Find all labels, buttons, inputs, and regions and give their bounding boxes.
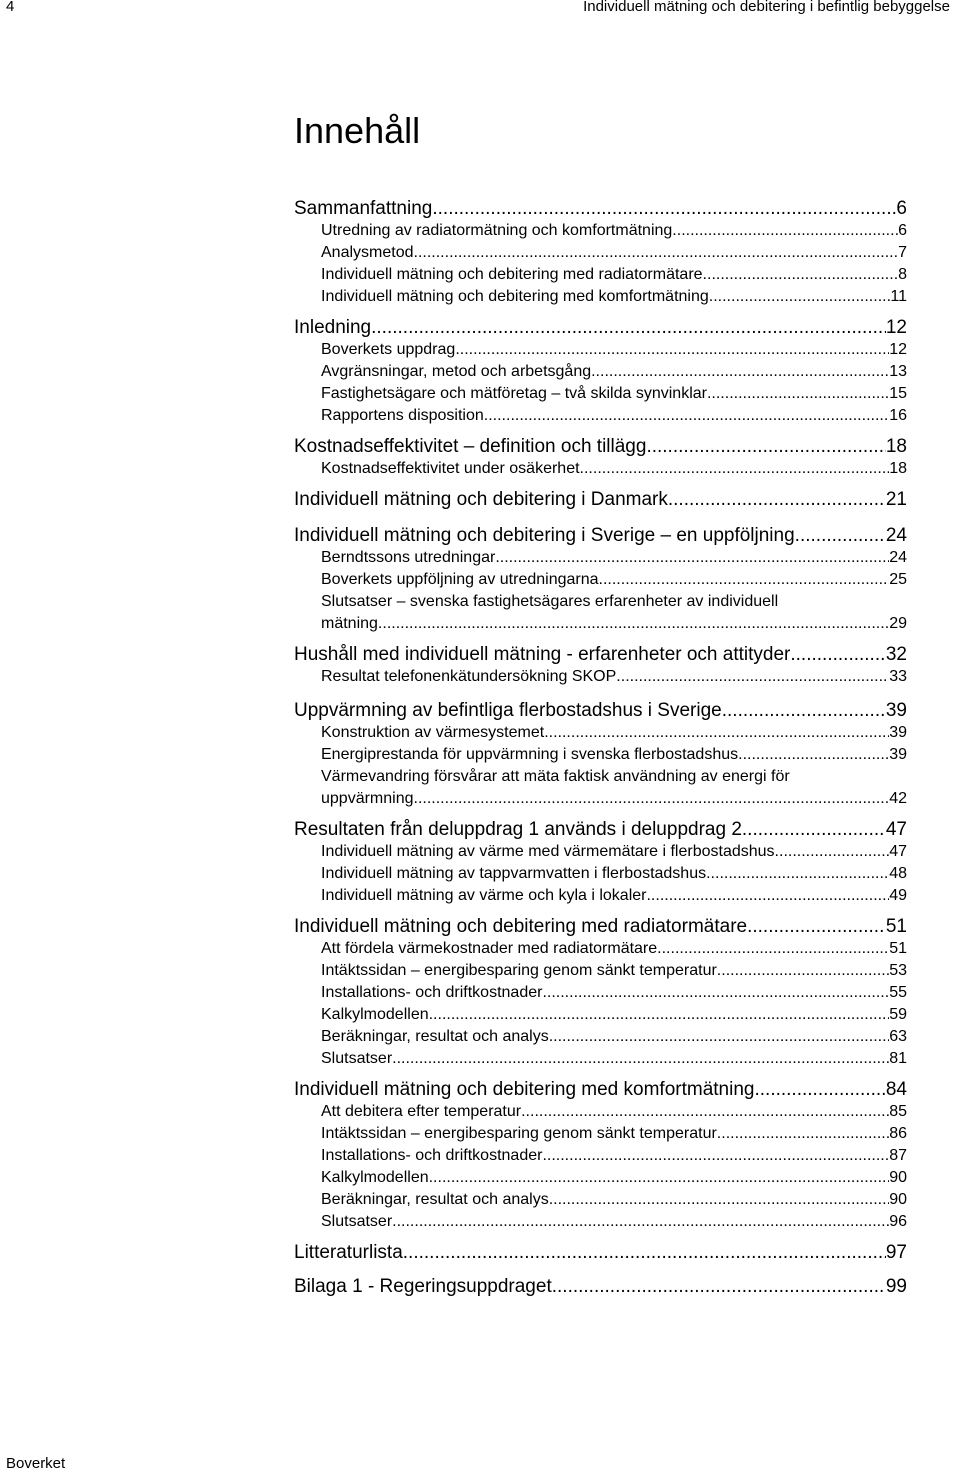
toc-dot-leader (747, 916, 886, 938)
toc-page-number: 90 (889, 1169, 907, 1186)
toc-dot-leader (672, 220, 898, 242)
toc-page-number: 59 (889, 1006, 907, 1023)
toc-section-entry[interactable] (294, 666, 907, 688)
toc-entry-title: mätning (321, 615, 378, 632)
toc-dot-leader (484, 405, 889, 427)
toc-page-number: 86 (889, 1125, 907, 1142)
toc-section-entry[interactable] (294, 885, 907, 907)
toc-entry-title: Individuell mätning och debitering med komfortmätning (321, 288, 709, 305)
toc-dot-leader (495, 547, 889, 569)
toc-page-number: 6 (896, 198, 907, 219)
toc-page-number: 11 (890, 288, 907, 305)
toc-entry-title: Att fördela värmekostnader med radiatormätare (321, 940, 658, 957)
toc-entry-title: Installations- och driftkostnader (321, 984, 543, 1001)
toc-dot-leader (706, 863, 889, 885)
toc-dot-leader (544, 722, 889, 744)
toc-entry-text-line1: Slutsatser – svenska fastighetsägares erfarenheter av individuell (321, 593, 779, 610)
toc-entry-title: Installations- och driftkostnader (321, 1147, 543, 1164)
toc-page-number: 81 (889, 1050, 907, 1067)
toc-dot-leader (616, 666, 889, 688)
toc-entry-title: Berndtssons utredningar (321, 549, 496, 566)
toc-entry-title: Individuell mätning av tappvarmvatten i flerbostadshus (321, 865, 707, 882)
toc-dot-leader (414, 788, 890, 810)
toc-page-number: 12 (889, 341, 907, 358)
toc-entry-title: Individuell mätning och debitering med radiatormätare (294, 916, 748, 937)
toc-dot-leader (392, 1211, 889, 1233)
toc-page-number: 32 (885, 644, 907, 665)
toc-entry-title: Kostnadseffektivitet – definition och tillägg (294, 436, 647, 457)
toc-section-entry[interactable] (294, 938, 907, 960)
toc-section-entry[interactable] (294, 1004, 907, 1026)
toc-page-number: 87 (889, 1147, 907, 1164)
toc-section-entry[interactable] (294, 960, 907, 982)
toc-entry-title: Beräkningar, resultat och analys (321, 1191, 549, 1208)
toc-section-entry[interactable] (294, 361, 907, 383)
toc-entry-title: Individuell mätning och debitering med radiatormätare (321, 266, 703, 283)
toc-entry-title: Individuell mätning av värme och kyla i lokaler (321, 887, 647, 904)
toc-dot-leader (709, 286, 891, 308)
toc-chapter-entry[interactable] (294, 819, 907, 841)
toc-page-number: 85 (889, 1103, 907, 1120)
toc-section-entry[interactable] (294, 1026, 907, 1048)
toc-entry-title: Att debitera efter temperatur (321, 1103, 522, 1120)
toc-section-entry[interactable] (294, 744, 907, 766)
toc-page-number: 29 (889, 615, 907, 632)
toc-entry-title: Resultat telefonenkätundersökning SKOP (321, 668, 617, 685)
toc-entry-title: Bilaga 1 - Regeringsuppdraget (294, 1276, 552, 1297)
toc-page-number: 15 (889, 385, 907, 402)
toc-page-number: 18 (885, 436, 907, 457)
toc-entry-title: Uppvärmning av befintliga flerbostadshus i Sverige (294, 700, 722, 721)
toc-section-entry[interactable] (294, 339, 907, 361)
toc-section-entry[interactable] (294, 1123, 907, 1145)
toc-entry-title: Slutsatser (321, 1050, 393, 1067)
toc-entry-title: Konstruktion av värmesystemet (321, 724, 545, 741)
toc-entry-title: Individuell mätning och debitering med komfortmätning (294, 1079, 755, 1100)
toc-entry-title: Analysmetod (321, 244, 414, 261)
toc-page-number: 39 (889, 724, 907, 741)
toc-entry-text-line1: Värmevandring försvårar att mäta faktisk användning av energi för (321, 768, 790, 785)
toc-entry-title: Kostnadseffektivitet under osäkerhet (321, 460, 580, 477)
toc-dot-leader (455, 339, 889, 361)
toc-section-entry[interactable] (294, 722, 907, 744)
toc-page-number: 42 (889, 790, 907, 807)
toc-page-number: 39 (885, 700, 907, 721)
toc-section-entry[interactable] (294, 788, 907, 810)
toc-chapter-entry[interactable] (294, 916, 907, 938)
toc-dot-leader (795, 525, 886, 547)
toc-dot-leader (371, 317, 886, 339)
toc-page-number: 12 (885, 317, 907, 338)
toc-dot-leader (521, 1101, 889, 1123)
toc-section-entry[interactable] (294, 1211, 907, 1233)
toc-page-number: 99 (885, 1276, 907, 1297)
toc-dot-leader (599, 569, 890, 591)
toc-section-entry[interactable] (294, 405, 907, 427)
toc-page-number: 8 (898, 266, 907, 283)
toc-chapter-entry[interactable] (294, 700, 907, 722)
toc-dot-leader (668, 489, 886, 511)
toc-page-number: 48 (889, 865, 907, 882)
toc-section-entry[interactable] (294, 242, 907, 264)
toc-entry-title: Individuell mätning och debitering i Sverige – en uppföljning (294, 525, 795, 546)
page-number: 4 (6, 0, 15, 15)
toc-entry-title: Intäktssidan – energibesparing genom sänkt temperatur (321, 1125, 717, 1142)
toc-entry-title: Boverkets uppdrag (321, 341, 456, 358)
toc-chapter-entry[interactable] (294, 1276, 907, 1298)
toc-dot-leader (403, 1242, 886, 1264)
toc-entry-title: Kalkylmodellen (321, 1169, 429, 1186)
toc-page-number: 13 (889, 363, 907, 380)
toc-section-entry[interactable] (294, 286, 907, 308)
toc-section-entry[interactable] (294, 1167, 907, 1189)
toc-dot-leader (646, 885, 889, 907)
toc-page-number: 7 (898, 244, 907, 261)
toc-page-number: 18 (889, 460, 907, 477)
toc-dot-leader (738, 744, 889, 766)
toc-entry-title: uppvärmning (321, 790, 414, 807)
toc-dot-leader (549, 1026, 890, 1048)
toc-section-entry[interactable] (294, 613, 907, 635)
toc-page-number: 25 (889, 571, 907, 588)
toc-page-number: 55 (889, 984, 907, 1001)
toc-page-number: 33 (889, 668, 907, 685)
toc-page-number: 84 (885, 1079, 907, 1100)
toc-dot-leader (429, 1167, 890, 1189)
toc-dot-leader (703, 264, 899, 286)
toc-dot-leader (392, 1048, 889, 1070)
toc-entry-title: Energiprestanda för uppvärmning i svenska flerbostadshus (321, 746, 739, 763)
toc-section-entry[interactable] (294, 982, 907, 1004)
toc-page-number: 63 (889, 1028, 907, 1045)
toc-entry-title: Beräkningar, resultat och analys (321, 1028, 549, 1045)
toc-section-entry[interactable] (294, 841, 907, 863)
toc-page-number: 39 (889, 746, 907, 763)
toc-page-number: 47 (889, 843, 907, 860)
toc-page-number: 51 (885, 916, 907, 937)
toc-entry-title: Kalkylmodellen (321, 1006, 429, 1023)
toc-entry-title: Hushåll med individuell mätning - erfarenheter och attityder (294, 644, 791, 665)
running-header: Individuell mätning och debitering i befintlig bebyggelse (583, 0, 950, 15)
toc-entry-title: Fastighetsägare och mätföretag – två skilda synvinklar (321, 385, 707, 402)
toc-dot-leader (432, 198, 896, 220)
toc-dot-leader (580, 458, 890, 480)
toc-page-number: 49 (889, 887, 907, 904)
toc-page-number: 21 (885, 489, 907, 510)
toc-entry-title: Individuell mätning och debitering i Danmark (294, 489, 668, 510)
toc-entry-title: Avgränsningar, metod och arbetsgång (321, 363, 592, 380)
toc-dot-leader (707, 383, 889, 405)
toc-chapter-entry[interactable] (294, 1079, 907, 1101)
toc-dot-leader (552, 1276, 886, 1298)
toc-section-entry[interactable] (294, 863, 907, 885)
toc-section-entry[interactable] (294, 1145, 907, 1167)
toc-entry-title: Sammanfattning (294, 198, 433, 219)
toc-section-entry[interactable] (294, 220, 907, 242)
toc-section-entry[interactable] (294, 1101, 907, 1123)
toc-chapter-entry[interactable] (294, 317, 907, 339)
toc-entry-title: Rapportens disposition (321, 407, 484, 424)
toc-dot-leader (722, 700, 886, 722)
toc-dot-leader (717, 960, 889, 982)
toc-dot-leader (646, 436, 885, 458)
toc-dot-leader (378, 613, 889, 635)
toc-dot-leader (657, 938, 889, 960)
toc-dot-leader (429, 1004, 890, 1026)
toc-dot-leader (717, 1123, 889, 1145)
toc-dot-leader (549, 1189, 890, 1211)
toc-entry-title: Litteraturlista (294, 1242, 403, 1263)
toc-section-entry[interactable] (294, 1048, 907, 1070)
toc-section-entry[interactable] (294, 458, 907, 480)
toc-dot-leader (742, 819, 886, 841)
toc-entry-title: Intäktssidan – energibesparing genom sänkt temperatur (321, 962, 717, 979)
toc-entry-title: Individuell mätning av värme med värmemätare i flerbostadshus (321, 843, 775, 860)
toc-page-number: 90 (889, 1191, 907, 1208)
toc-page-number: 51 (889, 940, 907, 957)
toc-chapter-entry[interactable] (294, 489, 907, 511)
toc-entry-title: Slutsatser (321, 1213, 393, 1230)
toc-page-number: 6 (898, 222, 907, 239)
toc-page-number: 53 (889, 962, 907, 979)
toc-section-entry[interactable] (294, 264, 907, 286)
toc-dot-leader (591, 361, 889, 383)
toc-chapter-entry[interactable] (294, 198, 907, 220)
toc-dot-leader (775, 841, 890, 863)
toc-dot-leader (790, 644, 885, 666)
toc-chapter-entry[interactable] (294, 644, 907, 666)
toc-chapter-entry[interactable] (294, 436, 907, 458)
toc-chapter-entry[interactable] (294, 525, 907, 547)
toc-page-number: 96 (889, 1213, 907, 1230)
toc-dot-leader (754, 1079, 885, 1101)
toc-entry-title: Utredning av radiatormätning och komfortmätning (321, 222, 673, 239)
toc-section-entry[interactable] (294, 569, 907, 591)
toc-page-number: 47 (885, 819, 907, 840)
toc-page-number: 97 (885, 1242, 907, 1263)
toc-page-number: 24 (889, 549, 907, 566)
toc-chapter-entry[interactable] (294, 1242, 907, 1264)
toc-entry-title: Resultaten från deluppdrag 1 används i deluppdrag 2 (294, 819, 742, 840)
toc-dot-leader (414, 242, 899, 264)
toc-entry-title: Boverkets uppföljning av utredningarna (321, 571, 599, 588)
toc-entry-title: Inledning (294, 317, 372, 338)
toc-dot-leader (542, 1145, 889, 1167)
toc-section-entry[interactable] (294, 547, 907, 569)
page-title: Innehåll (294, 110, 421, 151)
toc-page-number: 16 (889, 407, 907, 424)
footer-publisher: Boverket (6, 1455, 66, 1472)
toc-section-entry[interactable] (294, 383, 907, 405)
toc-section-entry[interactable] (294, 1189, 907, 1211)
toc-page-number: 24 (885, 525, 907, 546)
toc-dot-leader (542, 982, 889, 1004)
